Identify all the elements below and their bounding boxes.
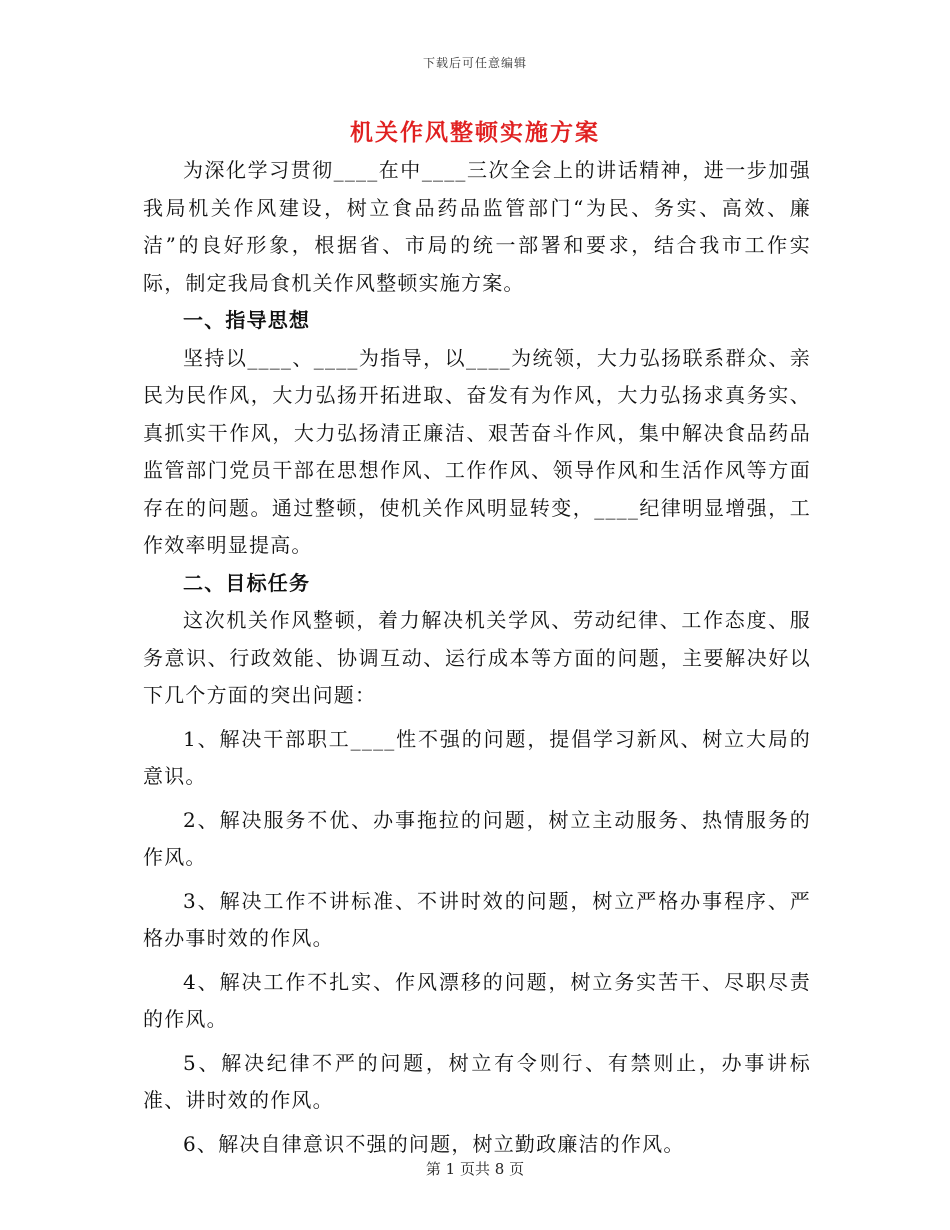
header-note: 下载后可任意编辑 (422, 56, 527, 70)
page-footer: 第 1 页共 8 页 (425, 1160, 525, 1178)
intro-paragraph: 为深化学习贯彻____在中____三次全会上的讲话精神，进一步加强我局机关作风建设，树立食品药品监管部门“为民、务实、高效、廉洁”的良好形象，根据省、市局的统一部署和要求，结合我市工作实际，制定我局食机关作风整顿实施方案。 (143, 158, 811, 295)
goals-intro-paragraph: 这次机关作风整顿，着力解决机关学风、劳动纪律、工作态度、服务意识、行政效能、协调互动、运行成本等方面的问题，主要解决好以下几个方面的突出问题： (143, 608, 811, 707)
goal-item: 6、解决自律意识不强的问题，树立勤政廉洁的作风。 (183, 1131, 685, 1156)
section-heading-guiding-ideology: 一、指导思想 (183, 308, 311, 332)
section-heading-goals: 二、目标任务 (183, 570, 311, 595)
goal-item: 4、解决工作不扎实、作风漂移的问题，树立务实苦干、尽职尽责的作风。 (143, 969, 811, 1031)
goal-item: 1、解决干部职工____性不强的问题，提倡学习新风、树立大局的意识。 (143, 726, 811, 788)
document-body (143, 152, 811, 1163)
goal-item: 3、解决工作不讲标准、不讲时效的问题，树立严格办事程序、严格办事时效的作风。 (143, 888, 811, 950)
goal-item: 5、解决纪律不严的问题，树立有令则行、有禁则止，办事讲标准、讲时效的作风。 (143, 1050, 811, 1112)
guiding-ideology-paragraph: 坚持以____、____为指导，以____为统领，大力弘扬联系群众、亲民为民作风，大力弘扬开拓进取、奋发有为作风，大力弘扬求真务实、真抓实干作风，大力弘扬清正廉洁、艰苦奋斗作风，集中解决食品药品监管部门党员干部在思想作风、工作作风、领导作风和生活作风等方面存在的问题。通过整顿，使机关作风明显转变，____纪律明显增强，工作效率明显提高。 (143, 345, 811, 557)
goal-item: 2、解决服务不优、办事拖拉的问题，树立主动服务、热情服务的作风。 (143, 807, 811, 869)
document-title: 机关作风整顿实施方案 (350, 119, 600, 146)
